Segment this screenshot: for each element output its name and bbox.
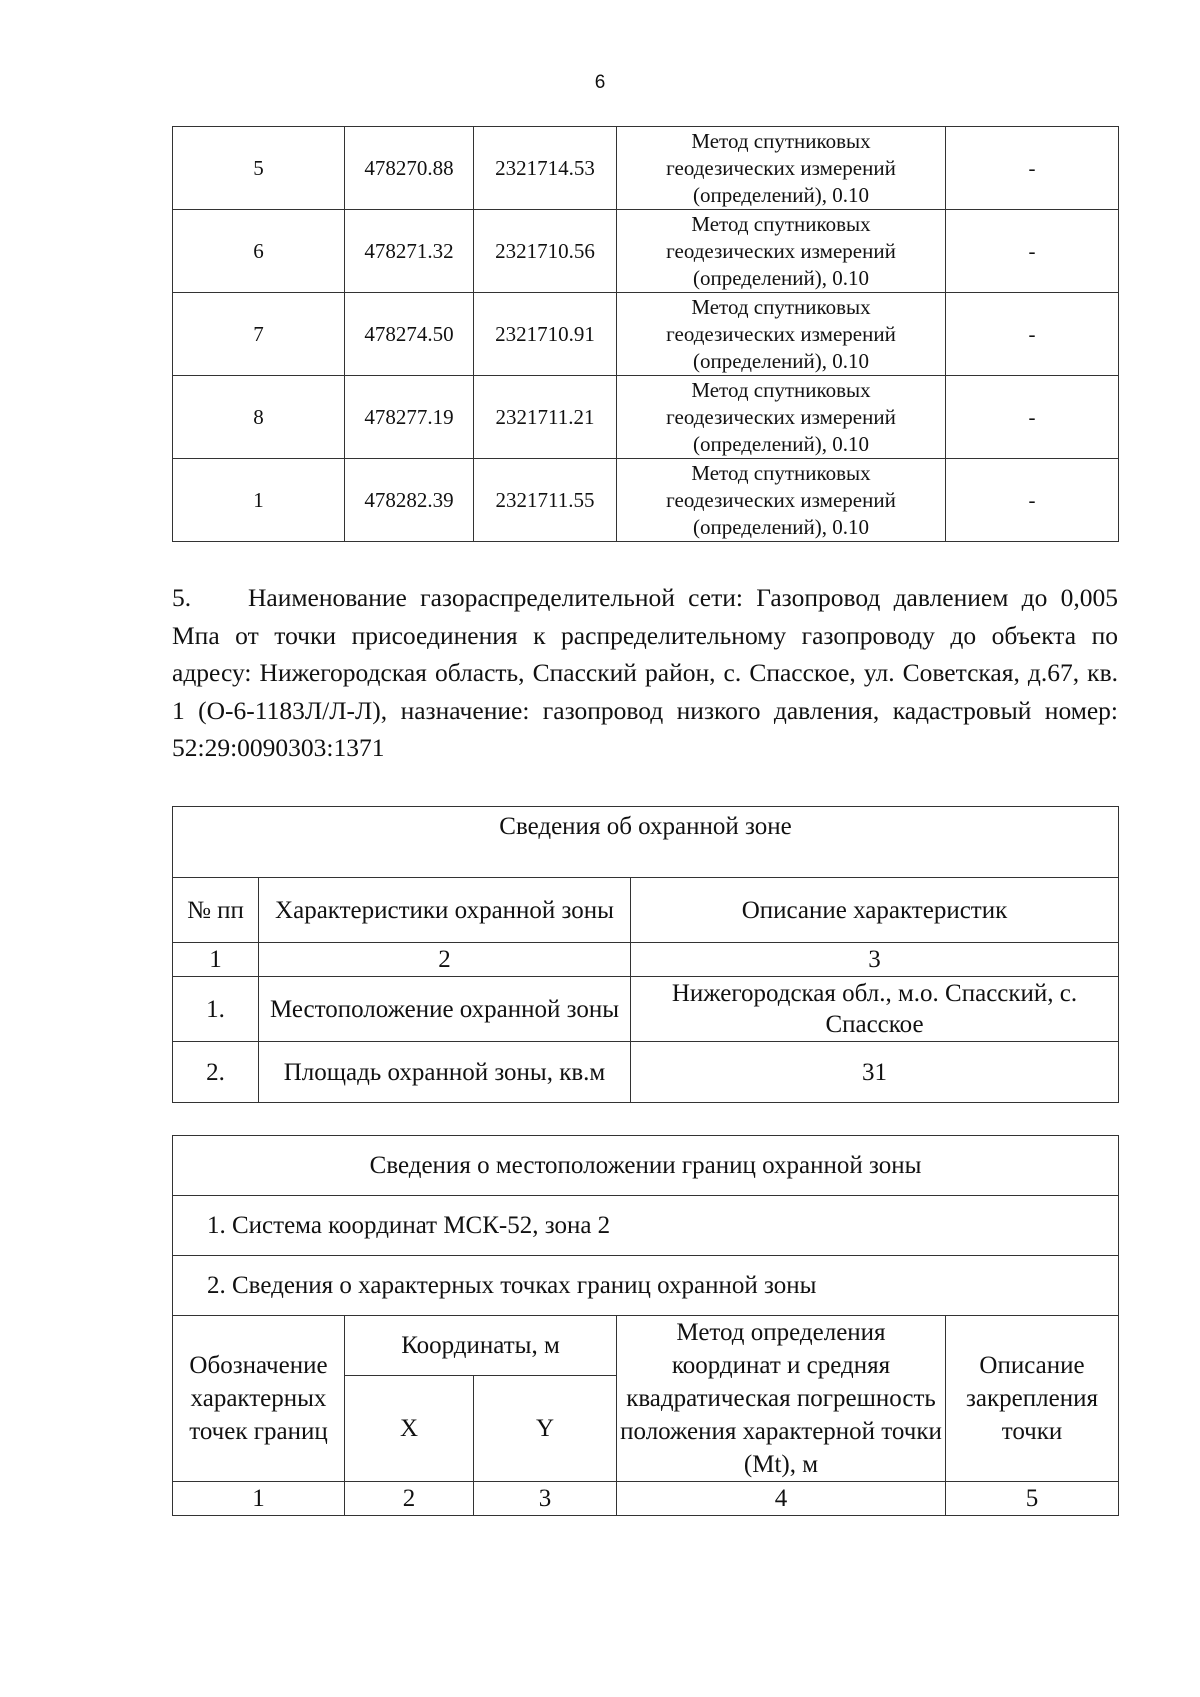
protected-zone-table — [172, 806, 1119, 1103]
zone-index-cell: 1 — [173, 943, 259, 977]
method-line: Метод спутниковых — [691, 128, 871, 153]
fix-cell: - — [946, 293, 1119, 376]
fix-cell: - — [946, 459, 1119, 542]
point-cell: 6 — [173, 210, 345, 293]
method-line: геодезических измерений — [666, 238, 896, 263]
table-row — [173, 1042, 1119, 1103]
method-line: (определений), 0.10 — [692, 514, 870, 539]
zone-row-value: 31 — [631, 1042, 1119, 1103]
zone-header-num: № пп — [173, 878, 259, 943]
col-designation: Обозначение характерных точек границ — [173, 1316, 345, 1482]
y-cell: 2321710.91 — [474, 293, 617, 376]
table-row — [173, 977, 1119, 1042]
paragraph-text: Наименование газораспределительной сети: Газопровод давлением до 0,005 Мпа от точки присоединения к распределительному газопроводу до объекта по адресу: Нижегородская область, Спасский район, с. Спасское, ул. Советская, д.67, кв. 1 (О-6-1183Л/Л-Л), назначение: газопровод низкого давления, кадастровый номер: 52:29:0090303:1371 — [172, 583, 1118, 762]
zone-row-value: Нижегородская обл., м.о. Спасский, с. Спасское — [631, 977, 1119, 1042]
table-row — [173, 376, 1119, 459]
method-line: (определений), 0.10 — [692, 265, 870, 290]
y-cell: 2321714.53 — [474, 127, 617, 210]
bounds-table-caption: Сведения о местоположении границ охранной зоны — [173, 1136, 1119, 1196]
zone-header-description: Описание характеристик — [631, 878, 1119, 943]
col-method: Метод определения координат и средняя квадратическая погрешность положения характерной точки (Mt), м — [617, 1316, 946, 1482]
table-row — [173, 127, 1119, 210]
bounds-index-cell: 5 — [946, 1482, 1119, 1516]
x-cell: 478282.39 — [345, 459, 474, 542]
x-cell: 478277.19 — [345, 376, 474, 459]
table-row — [173, 210, 1119, 293]
method-line: геодезических измерений — [666, 321, 896, 346]
method-cell — [617, 459, 946, 542]
zone-index-cell: 3 — [631, 943, 1119, 977]
x-cell: 478271.32 — [345, 210, 474, 293]
zone-table-caption: Сведения об охранной зоне — [173, 807, 1119, 878]
zone-row-name: Площадь охранной зоны, кв.м — [259, 1042, 631, 1103]
zone-row-num: 2. — [173, 1042, 259, 1103]
y-cell: 2321710.56 — [474, 210, 617, 293]
x-cell: 478274.50 — [345, 293, 474, 376]
method-cell — [617, 376, 946, 459]
y-cell: 2321711.55 — [474, 459, 617, 542]
col-y: Y — [474, 1375, 617, 1481]
zone-row-num: 1. — [173, 977, 259, 1042]
fix-cell: - — [946, 210, 1119, 293]
section-paragraph — [172, 579, 1118, 767]
bounds-index-cell: 3 — [474, 1482, 617, 1516]
method-line: Метод спутниковых — [691, 377, 871, 402]
point-cell: 8 — [173, 376, 345, 459]
zone-index-cell: 2 — [259, 943, 631, 977]
zone-row-name: Местоположение охранной зоны — [259, 977, 631, 1042]
method-line: (определений), 0.10 — [692, 431, 870, 456]
method-line: Метод спутниковых — [691, 460, 871, 485]
col-coordinates: Координаты, м — [345, 1316, 617, 1376]
method-line: (определений), 0.10 — [692, 348, 870, 373]
method-line: геодезических измерений — [666, 155, 896, 180]
fix-cell: - — [946, 376, 1119, 459]
bounds-index-cell: 2 — [345, 1482, 474, 1516]
paragraph-number: 5. — [172, 583, 192, 612]
bounds-index-cell: 1 — [173, 1482, 345, 1516]
method-line: Метод спутниковых — [691, 294, 871, 319]
method-line: Метод спутниковых — [691, 211, 871, 236]
method-line: (определений), 0.10 — [692, 182, 870, 207]
point-cell: 7 — [173, 293, 345, 376]
col-x: X — [345, 1375, 474, 1481]
col-fix: Описание закрепления точки — [946, 1316, 1119, 1482]
fix-cell: - — [946, 127, 1119, 210]
page-number: 6 — [594, 72, 606, 93]
table-row — [173, 459, 1119, 542]
method-cell — [617, 210, 946, 293]
method-line: геодезических измерений — [666, 404, 896, 429]
zone-header-characteristics: Характеристики охранной зоны — [259, 878, 631, 943]
point-cell: 5 — [173, 127, 345, 210]
method-line: геодезических измерений — [666, 487, 896, 512]
x-cell: 478270.88 — [345, 127, 474, 210]
point-cell: 1 — [173, 459, 345, 542]
table-row — [173, 293, 1119, 376]
bounds-index-cell: 4 — [617, 1482, 946, 1516]
points-caption: 2. Сведения о характерных точках границ охранной зоны — [173, 1256, 1119, 1316]
y-cell: 2321711.21 — [474, 376, 617, 459]
coordinates-table — [172, 126, 1119, 542]
boundary-points-table — [172, 1135, 1119, 1516]
coordinate-system: 1. Система координат МСК-52, зона 2 — [173, 1196, 1119, 1256]
method-cell — [617, 293, 946, 376]
method-cell — [617, 127, 946, 210]
